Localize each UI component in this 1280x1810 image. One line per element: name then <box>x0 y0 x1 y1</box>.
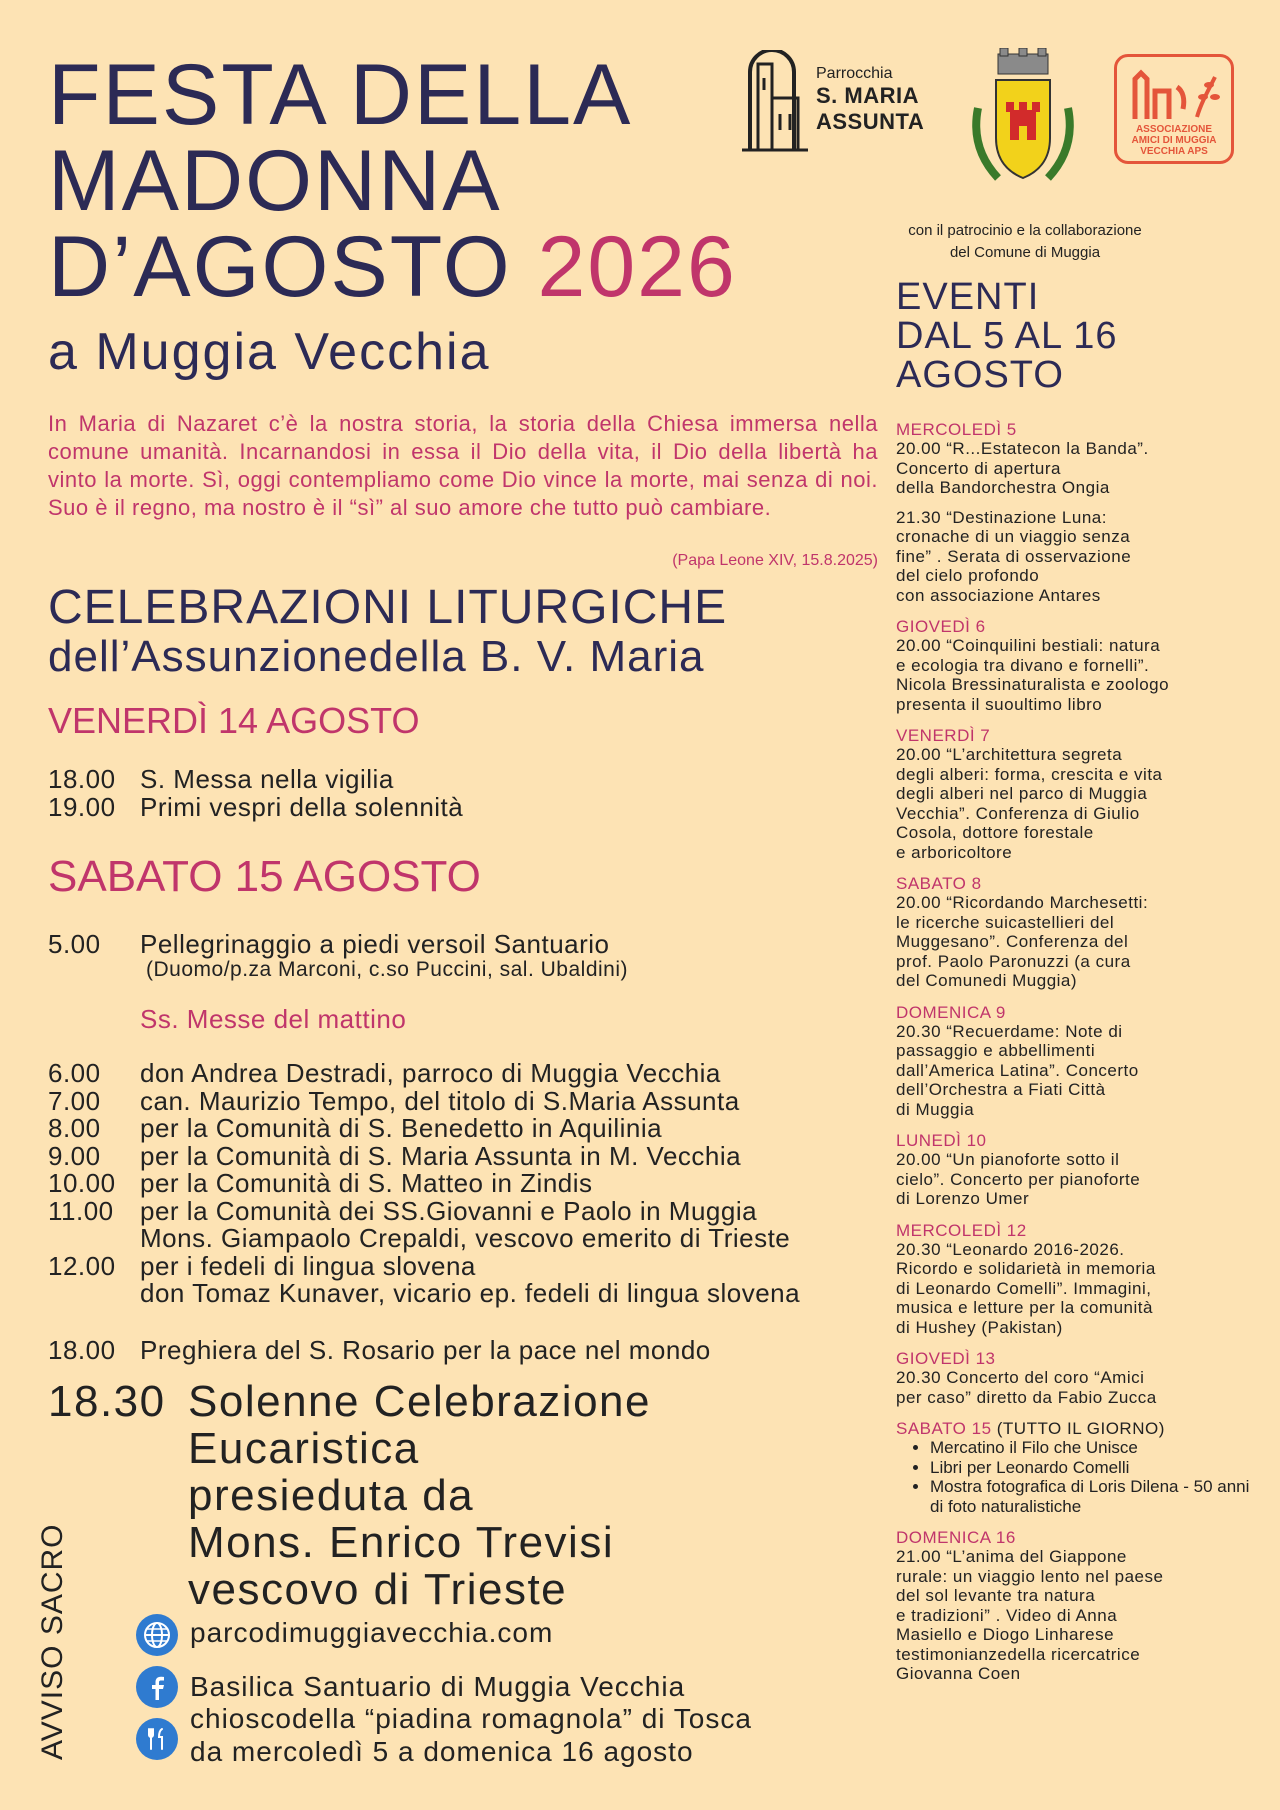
event-day-heading <box>896 1003 1256 1022</box>
solemn-line: Mons. Enrico Trevisi <box>188 1518 615 1567</box>
event-bullet-item: • Mostra fotografica di Loris Dilena - 50 anni di foto naturalistiche <box>930 1477 1256 1516</box>
patronage-line-2: del Comune di Muggia <box>949 244 1101 261</box>
coat-of-arms-icon <box>968 48 1078 198</box>
title-year: 2026 <box>537 219 737 315</box>
globe-icon[interactable] <box>136 1614 178 1656</box>
mass-text: Mons. Giampaolo Crepaldi, vescovo emerito di Trieste <box>140 1223 791 1253</box>
page-title <box>48 47 737 315</box>
event-day-heading <box>896 1528 1256 1547</box>
event-day-heading <box>896 420 1256 439</box>
event-day-block <box>896 1349 1256 1407</box>
avviso-sacro-label: AVVISO SACRO <box>36 1523 69 1760</box>
event-day-block <box>896 726 1256 862</box>
pilgrimage-route: (Duomo/p.za Marconi, c.so Puccini, sal. Ubaldini) <box>146 958 629 981</box>
event-day-note: (TUTTO IL GIORNO) <box>991 1419 1165 1438</box>
mass-text: per la Comunità di S. Benedetto in Aquilinia <box>140 1113 663 1143</box>
friday-heading: VENERDÌ 14 AGOSTO <box>48 700 420 741</box>
solemn-line: Eucaristica <box>188 1424 420 1473</box>
solemn-line <box>48 1378 651 1425</box>
event-day-label: GIOVEDÌ 13 <box>896 1349 996 1368</box>
pilgrimage-row <box>48 930 610 958</box>
event-day-label: SABATO 15 <box>896 1419 992 1438</box>
event-day-block <box>896 420 1256 605</box>
events-heading-line-1: EVENTI <box>896 276 1040 318</box>
mass-text: per la Comunità di S. Maria Assunta in M. Vecchia <box>140 1140 742 1171</box>
event-entry: 21.00 “L’anima del Giappone rurale: un viaggio lento nel paese del sol levante tra natura e tradizioni” . Video di Anna Masiello e Diogo Linharese testimonianzedella ricercatrice Giovanna Coen <box>896 1547 1164 1683</box>
mass-time: 6.00 <box>48 1058 101 1088</box>
celebrations-title: CELEBRAZIONI LITURGICHE <box>48 581 728 634</box>
event-day-label: SABATO 8 <box>896 874 982 893</box>
mass-time: 7.00 <box>48 1085 101 1116</box>
website-link[interactable]: parcodimuggiavecchia.com <box>190 1617 554 1648</box>
event-day-label: DOMENICA 16 <box>896 1528 1016 1547</box>
schedule-row <box>48 765 463 793</box>
title-line-2: MADONNA <box>48 133 502 229</box>
facebook-link[interactable]: Basilica Santuario di Muggia Vecchia <box>190 1671 686 1702</box>
events-heading-line-3: AGOSTO <box>896 354 1064 396</box>
food-kiosk-dates: da mercoledì 5 a domenica 16 agosto <box>190 1736 694 1767</box>
schedule-text: S. Messa nella vigilia <box>140 764 394 794</box>
event-day-label: VENERDÌ 7 <box>896 726 991 745</box>
event-day-label: MERCOLEDÌ 12 <box>896 1220 1027 1240</box>
celebrations-subtitle: dell’Assunzionedella B. V. Maria <box>48 632 705 681</box>
schedule-time: 19.00 <box>48 792 116 822</box>
mass-time: 10.00 <box>48 1168 116 1198</box>
mass-row <box>48 1250 800 1281</box>
mass-row <box>48 1140 800 1171</box>
mass-time: 12.00 <box>48 1250 116 1281</box>
event-day-heading <box>896 617 1256 636</box>
mass-text: per la Comunità di S. Matteo in Zindis <box>140 1168 593 1198</box>
event-day-block <box>896 1003 1256 1120</box>
event-bullet-list <box>896 1438 1256 1516</box>
events-heading <box>896 278 1118 395</box>
event-day-block <box>896 1221 1256 1338</box>
event-entry: 20.00 “Un pianoforte sotto il cielo”. Concerto per pianoforte di Lorenzo Umer <box>896 1150 1141 1208</box>
mass-row <box>48 1085 800 1116</box>
rosary-row <box>48 1336 711 1364</box>
event-entry: 20.00 “L’architettura segreta degli alberi: forma, crescita e vita degli alberi nel parco di Muggia Vecchia”. Conferenza di Giulio Cosola, dottore forestale e arboricoltore <box>896 745 1163 862</box>
pilgrimage-time: 5.00 <box>48 929 101 959</box>
association-logo-text <box>1118 124 1230 157</box>
mass-time: 11.00 <box>48 1195 114 1226</box>
solemn-line: vescovo di Trieste <box>188 1565 568 1614</box>
saturday-heading: SABATO 15 AGOSTO <box>48 852 481 901</box>
morning-masses-heading: Ss. Messe del mattino <box>140 1004 407 1034</box>
mass-row <box>48 1170 800 1198</box>
events-heading-line-2: DAL 5 AL 16 <box>896 315 1118 357</box>
friday-schedule <box>48 765 463 821</box>
mass-time: 9.00 <box>48 1140 101 1171</box>
title-line-3 <box>48 219 737 315</box>
event-entry: 20.00 “Ricordando Marchesetti: le ricerche suicastellieri del Muggesano”. Conferenza del prof. Paolo Paronuzzi (a cura del Comunedi Muggia) <box>896 893 1149 990</box>
quote-source: (Papa Leone XIV, 15.8.2025) <box>672 552 878 569</box>
event-entry: 20.00 “Coinquilini bestiali: natura e ecologia tra divano e fornelli”. Nicola Bressinaturalista e zoologo presenta il suoultimo libro <box>896 636 1170 714</box>
schedule-time: 18.00 <box>48 764 116 794</box>
mass-text: per la Comunità dei SS.Giovanni e Paolo in Muggia <box>140 1195 758 1226</box>
patronage-note <box>870 220 1180 264</box>
solemn-time: 18.30 <box>48 1377 166 1426</box>
event-day-heading <box>896 1221 1256 1240</box>
event-day-heading <box>896 1419 1256 1438</box>
mass-text: can. Maurizio Tempo, del titolo di S.Maria Assunta <box>140 1085 740 1116</box>
event-day-block <box>896 1131 1256 1209</box>
mass-time: 8.00 <box>48 1113 101 1143</box>
parish-name-line-1: S. MARIA <box>816 83 919 108</box>
mass-row <box>48 1060 800 1088</box>
event-day-label: LUNEDÌ 10 <box>896 1131 987 1150</box>
assoc-line-1: ASSOCIAZIONE <box>1135 124 1213 135</box>
event-day-heading <box>896 874 1256 893</box>
facebook-icon[interactable] <box>136 1666 178 1708</box>
events-list <box>896 420 1256 1696</box>
event-day-block <box>896 874 1256 991</box>
parish-name-line-2: ASSUNTA <box>816 109 925 134</box>
mass-row <box>48 1225 800 1253</box>
patronage-line-1: con il patrocinio e la collaborazione <box>908 222 1142 239</box>
mass-text: don Andrea Destradi, parroco di Muggia Vecchia <box>140 1058 721 1088</box>
rosary-time: 18.00 <box>48 1335 116 1365</box>
event-day-label: DOMENICA 9 <box>896 1002 1006 1022</box>
food-kiosk-line: chioscodella “piadina romagnola” di Tosca <box>190 1703 752 1734</box>
title-line-3-text: D’AGOSTO <box>48 219 512 315</box>
event-entry: 21.30 “Destinazione Luna: cronache di un viaggio senza fine” . Serata di osservazione del cielo profondo con associazione Antares <box>896 507 1132 605</box>
event-entry: 20.30 “Recuerdame: Note di passaggio e abbellimenti dall’America Latina”. Concerto dell’Orchestra a Fiati Città di Muggia <box>896 1021 1139 1119</box>
parish-logo-text <box>816 64 924 135</box>
solemn-line-text: Solenne Celebrazione <box>188 1377 651 1426</box>
pilgrimage-text: Pellegrinaggio a piedi versoil Santuario <box>140 929 610 959</box>
rosary-text: Preghiera del S. Rosario per la pace nel mondo <box>140 1335 711 1365</box>
mass-text: per i fedeli di lingua slovena <box>140 1250 476 1281</box>
event-day-block <box>896 617 1256 714</box>
assoc-line-3: VECCHIA APS <box>1140 146 1208 157</box>
page-subtitle: a Muggia Vecchia <box>48 323 491 381</box>
mass-row <box>48 1195 800 1226</box>
parish-small-label: Parrocchia <box>816 65 893 82</box>
event-bullet-item: • Libri per Leonardo Comelli <box>930 1458 1256 1478</box>
event-day-heading <box>896 1131 1256 1150</box>
event-day-heading <box>896 726 1256 745</box>
event-entry: 20.30 “Leonardo 2016-2026. Ricordo e solidarietà in memoria di Leonardo Comelli”. Immagini, musica e letture per la comunità di Hushey (Pakistan) <box>896 1239 1156 1337</box>
mass-text: don Tomaz Kunaver, vicario ep. fedeli di lingua slovena <box>140 1278 801 1308</box>
event-day-label: MERCOLEDÌ 5 <box>896 420 1017 439</box>
solemn-line: presieduta da <box>188 1471 475 1520</box>
event-entry: 20.30 Concerto del coro “Amici per caso” diretto da Fabio Zucca <box>896 1368 1157 1407</box>
quote-text: In Maria di Nazaret c’è la nostra storia, la storia della Chiesa immersa nella comune umanità. Incarnandosi in essa il Dio della vita, il Dio della libertà ha vinto la morte. Sì, oggi contempliamo come Dio vince la morte, mai senza di noi. Suo è il regno, ma nostro è il “sì” al suo amore che tutto può cambiare. <box>48 411 878 520</box>
mass-list <box>48 1060 800 1308</box>
mass-row <box>48 1280 800 1308</box>
event-bullet-item: • Mercatino il Filo che Unisce <box>930 1438 1256 1458</box>
event-day-label: GIOVEDÌ 6 <box>896 617 986 636</box>
assoc-line-2: AMICI DI MUGGIA <box>1131 135 1217 146</box>
mass-row <box>48 1115 800 1143</box>
cutlery-icon <box>136 1718 178 1760</box>
schedule-text: Primi vespri della solennità <box>140 792 464 822</box>
schedule-row <box>48 793 463 821</box>
title-line-1: FESTA DELLA <box>48 47 633 143</box>
event-day-heading <box>896 1349 1256 1368</box>
event-entry: 20.00 “R...Estatecon la Banda”. Concerto di apertura della Bandorchestra Ongia <box>896 439 1149 497</box>
solemn-celebration <box>48 1378 651 1613</box>
event-day-block <box>896 1419 1256 1516</box>
event-day-block <box>896 1528 1256 1684</box>
